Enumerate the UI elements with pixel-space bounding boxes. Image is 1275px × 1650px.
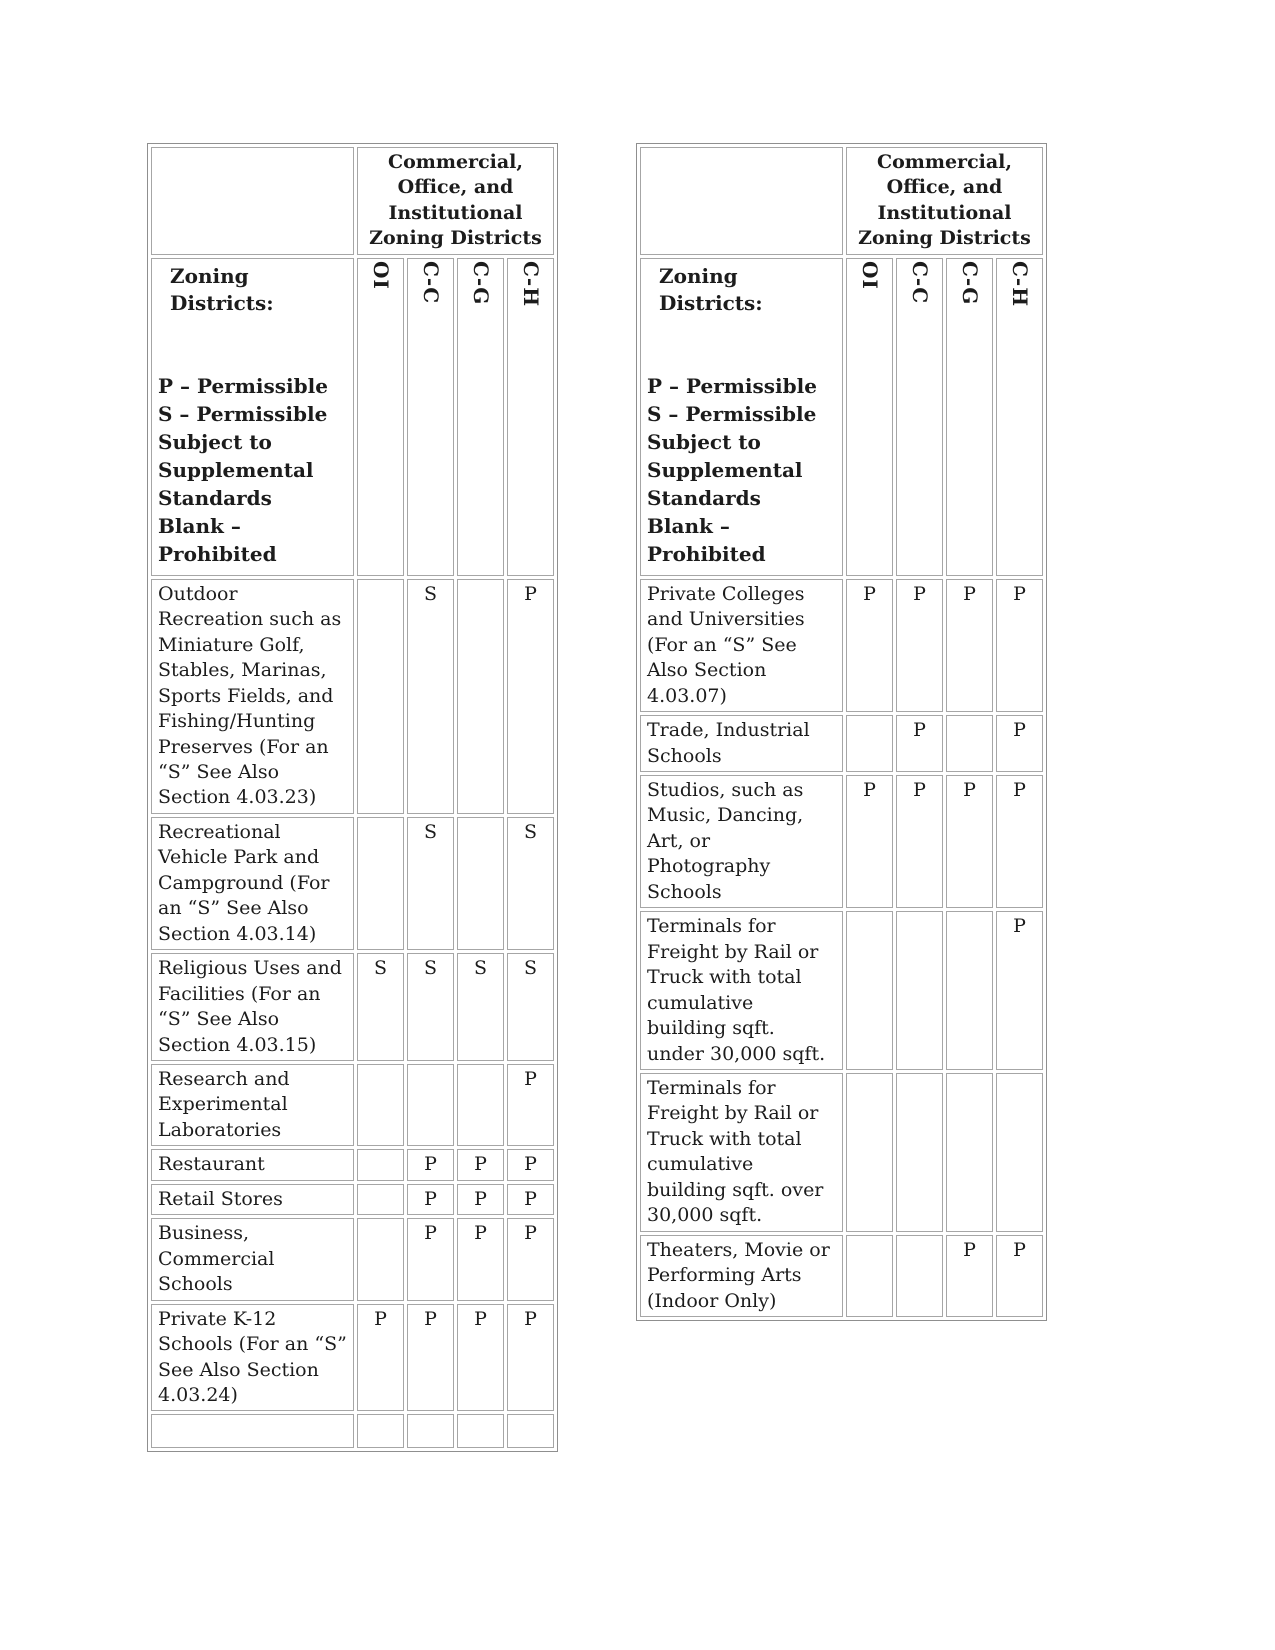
legend-line: Blank – bbox=[158, 514, 241, 539]
table-row bbox=[640, 715, 1043, 772]
permission-cell: S bbox=[357, 953, 404, 1061]
table-row bbox=[151, 817, 554, 950]
permission-cell bbox=[896, 1235, 943, 1317]
permission-cell: S bbox=[457, 953, 504, 1061]
permission-cell: P bbox=[407, 1184, 454, 1215]
table-row bbox=[151, 1064, 554, 1146]
permission-cell bbox=[407, 1064, 454, 1146]
use-label: Theaters, Movie or Performing Arts (Indoor Only) bbox=[640, 1235, 843, 1317]
legend-line: P – Permissible bbox=[158, 374, 328, 399]
use-label: Trade, Industrial Schools bbox=[640, 715, 843, 772]
permission-cell bbox=[357, 1218, 404, 1300]
permission-cell bbox=[357, 817, 404, 950]
permission-cell bbox=[457, 579, 504, 814]
permission-cell: P bbox=[507, 1304, 554, 1412]
district-label: C-G bbox=[957, 260, 982, 306]
permission-cell bbox=[946, 911, 993, 1070]
permission-cell bbox=[896, 911, 943, 1070]
table-row bbox=[151, 1149, 554, 1180]
use-label: Terminals for Freight by Rail or Truck with total cumulative building sqft. under 30,000 sqft. bbox=[640, 911, 843, 1070]
legend-line: S – Permissible bbox=[647, 402, 817, 427]
district-header-ch bbox=[996, 258, 1043, 576]
district-label: C-G bbox=[468, 260, 493, 306]
permission-cell bbox=[357, 1184, 404, 1215]
permission-cell bbox=[846, 715, 893, 772]
district-header-row bbox=[640, 258, 1043, 576]
permission-cell: S bbox=[407, 579, 454, 814]
permission-cell bbox=[946, 715, 993, 772]
table-row bbox=[151, 1184, 554, 1215]
use-label: Terminals for Freight by Rail or Truck with total cumulative building sqft. over 30,000 sqft. bbox=[640, 1073, 843, 1232]
permission-cell bbox=[896, 1073, 943, 1232]
permission-cell: P bbox=[507, 1149, 554, 1180]
permission-cell: P bbox=[507, 1184, 554, 1215]
corner-cell bbox=[640, 147, 843, 255]
district-header-cg bbox=[457, 258, 504, 576]
use-label: Outdoor Recreation such as Miniature Golf, Stables, Marinas, Sports Fields, and Fishing/Hunting Preserves (For an “S” See Also Section 4.03.23) bbox=[151, 579, 354, 814]
table-row-empty bbox=[151, 1414, 554, 1448]
legend-spacer bbox=[647, 316, 836, 372]
permission-cell bbox=[457, 817, 504, 950]
permission-cell: P bbox=[846, 579, 893, 712]
permission-cell: P bbox=[457, 1184, 504, 1215]
district-label: OI bbox=[857, 260, 882, 290]
permission-cell bbox=[457, 1414, 504, 1448]
permission-cell: S bbox=[407, 953, 454, 1061]
use-label: Religious Uses and Facilities (For an “S” See Also Section 4.03.15) bbox=[151, 953, 354, 1061]
zoning-table-right bbox=[636, 143, 1047, 1321]
use-label: Private K-12 Schools (For an “S” See Also Section 4.03.24) bbox=[151, 1304, 354, 1412]
permission-cell: P bbox=[457, 1304, 504, 1412]
permission-cell bbox=[507, 1414, 554, 1448]
district-header-oi bbox=[357, 258, 404, 576]
permission-cell bbox=[996, 1073, 1043, 1232]
legend-line: Standards bbox=[647, 486, 761, 511]
permission-cell bbox=[846, 1073, 893, 1232]
legend-cell bbox=[640, 258, 843, 576]
legend-spacer bbox=[158, 316, 347, 372]
district-header-oi bbox=[846, 258, 893, 576]
use-label: Private Colleges and Universities (For an “S” See Also Section 4.03.07) bbox=[640, 579, 843, 712]
use-label: Retail Stores bbox=[151, 1184, 354, 1215]
district-label: C-C bbox=[907, 260, 932, 304]
table-row bbox=[640, 579, 1043, 712]
legend-title: Zoning Districts: bbox=[659, 263, 763, 315]
table-row bbox=[151, 579, 554, 814]
permission-cell: P bbox=[507, 1064, 554, 1146]
permission-cell: P bbox=[407, 1218, 454, 1300]
permission-cell: P bbox=[996, 911, 1043, 1070]
zoning-table-left bbox=[147, 143, 558, 1452]
legend-cell bbox=[151, 258, 354, 576]
use-label bbox=[151, 1414, 354, 1448]
permission-cell: P bbox=[457, 1218, 504, 1300]
permission-cell: P bbox=[946, 579, 993, 712]
legend-line: Subject to bbox=[158, 430, 272, 455]
permission-cell bbox=[846, 1235, 893, 1317]
permission-cell: S bbox=[507, 817, 554, 950]
district-label: C-H bbox=[518, 260, 543, 307]
permission-cell: P bbox=[846, 775, 893, 908]
permission-cell bbox=[357, 579, 404, 814]
legend-line: P – Permissible bbox=[647, 374, 817, 399]
legend-line: Prohibited bbox=[647, 542, 766, 567]
permission-cell: P bbox=[457, 1149, 504, 1180]
district-header-cc bbox=[896, 258, 943, 576]
district-label: C-C bbox=[418, 260, 443, 304]
permission-cell bbox=[357, 1149, 404, 1180]
use-label: Restaurant bbox=[151, 1149, 354, 1180]
permission-cell: P bbox=[946, 775, 993, 908]
use-label: Research and Experimental Laboratories bbox=[151, 1064, 354, 1146]
legend-line: Blank – bbox=[647, 514, 730, 539]
group-header-row bbox=[151, 147, 554, 255]
table-row bbox=[151, 1304, 554, 1412]
permission-cell: P bbox=[996, 1235, 1043, 1317]
table-row bbox=[640, 775, 1043, 908]
permission-cell bbox=[457, 1064, 504, 1146]
table-row bbox=[640, 1073, 1043, 1232]
legend-line: Supplemental bbox=[647, 458, 803, 483]
permission-cell: P bbox=[996, 579, 1043, 712]
permission-cell: P bbox=[946, 1235, 993, 1317]
permission-cell: P bbox=[357, 1304, 404, 1412]
table-row bbox=[640, 1235, 1043, 1317]
legend-title: Zoning Districts: bbox=[170, 263, 274, 315]
group-title: Commercial, Office, and Institutional Zoning Districts bbox=[846, 147, 1043, 255]
permission-cell: P bbox=[407, 1149, 454, 1180]
legend-line: Subject to bbox=[647, 430, 761, 455]
legend-line: Supplemental bbox=[158, 458, 314, 483]
zoning-tables bbox=[147, 143, 1047, 1452]
permission-cell bbox=[357, 1414, 404, 1448]
use-label: Recreational Vehicle Park and Campground (For an “S” See Also Section 4.03.14) bbox=[151, 817, 354, 950]
permission-cell: P bbox=[896, 579, 943, 712]
group-title: Commercial, Office, and Institutional Zoning Districts bbox=[357, 147, 554, 255]
permission-cell bbox=[407, 1414, 454, 1448]
permission-cell: P bbox=[896, 715, 943, 772]
permission-cell bbox=[357, 1064, 404, 1146]
permission-cell: S bbox=[407, 817, 454, 950]
district-header-ch bbox=[507, 258, 554, 576]
district-label: C-H bbox=[1007, 260, 1032, 307]
table-row bbox=[151, 1218, 554, 1300]
permission-cell: P bbox=[507, 1218, 554, 1300]
use-label: Studios, such as Music, Dancing, Art, or Photography Schools bbox=[640, 775, 843, 908]
legend-line: Prohibited bbox=[158, 542, 277, 567]
legend-line: S – Permissible bbox=[158, 402, 328, 427]
table-row bbox=[640, 911, 1043, 1070]
permission-cell bbox=[846, 911, 893, 1070]
legend-line: Standards bbox=[158, 486, 272, 511]
permission-cell: P bbox=[407, 1304, 454, 1412]
permission-cell: P bbox=[507, 579, 554, 814]
corner-cell bbox=[151, 147, 354, 255]
table-row bbox=[151, 953, 554, 1061]
permission-cell: P bbox=[996, 775, 1043, 908]
permission-cell: S bbox=[507, 953, 554, 1061]
district-header-cg bbox=[946, 258, 993, 576]
permission-cell: P bbox=[896, 775, 943, 908]
use-label: Business, Commercial Schools bbox=[151, 1218, 354, 1300]
group-header-row bbox=[640, 147, 1043, 255]
district-label: OI bbox=[368, 260, 393, 290]
permission-cell: P bbox=[996, 715, 1043, 772]
district-header-row bbox=[151, 258, 554, 576]
permission-cell bbox=[946, 1073, 993, 1232]
district-header-cc bbox=[407, 258, 454, 576]
